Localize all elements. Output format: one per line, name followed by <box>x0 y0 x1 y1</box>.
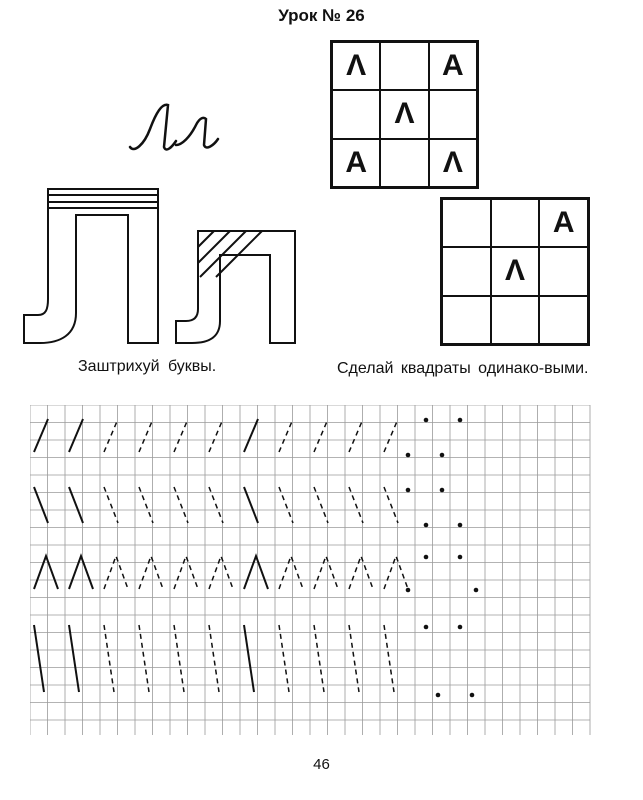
square-cell: Λ <box>491 247 540 295</box>
slash-stroke <box>244 419 258 452</box>
slash-stroke <box>384 419 398 452</box>
lesson-title: Урок № 26 <box>278 6 365 25</box>
guide-dot <box>424 625 429 630</box>
zigzag-stroke <box>279 556 303 589</box>
make-squares-same-caption: Сделай квадраты одинако-выми. <box>337 360 589 377</box>
outline-uppercase-l <box>24 189 158 343</box>
guide-dot <box>406 488 411 493</box>
long-slant-stroke <box>279 625 289 692</box>
square-cell <box>380 42 428 90</box>
slash-stroke <box>104 419 118 452</box>
square-cell <box>442 247 491 295</box>
square-cell <box>442 199 491 247</box>
guide-dot <box>458 418 463 423</box>
long-slant-stroke <box>174 625 184 692</box>
outline-block-letters <box>20 183 305 348</box>
slash-stroke <box>314 419 328 452</box>
square-cell <box>539 247 588 295</box>
square-cell <box>491 296 540 344</box>
slash-stroke <box>34 419 48 452</box>
handwriting-practice-grid <box>30 405 610 740</box>
guide-dot <box>424 418 429 423</box>
long-slant-stroke <box>69 625 79 692</box>
square-cell <box>380 139 428 187</box>
square-cell: A <box>429 42 477 90</box>
zigzag-stroke <box>349 556 373 589</box>
zigzag-stroke <box>314 556 338 589</box>
guide-dot <box>458 523 463 528</box>
page-number: 46 <box>313 756 330 773</box>
guide-dot <box>440 488 445 493</box>
zigzag-stroke <box>139 556 163 589</box>
square-cell: Λ <box>429 139 477 187</box>
zigzag-stroke <box>174 556 198 589</box>
slash-stroke <box>69 419 83 452</box>
long-slant-stroke <box>104 625 114 692</box>
zigzag-stroke <box>384 556 408 589</box>
guide-dot <box>458 555 463 560</box>
long-slant-stroke <box>209 625 219 692</box>
long-slant-stroke <box>384 625 394 692</box>
square-cell: Λ <box>380 90 428 138</box>
square-cell <box>429 90 477 138</box>
outline-lowercase-l <box>176 231 295 343</box>
guide-dot <box>406 588 411 593</box>
shade-letters-caption: Заштрихуй буквы. <box>78 358 217 375</box>
slash-stroke <box>139 419 153 452</box>
square-cell: Λ <box>332 42 380 90</box>
slash-stroke <box>349 419 363 452</box>
zigzag-stroke <box>104 556 128 589</box>
slash-stroke <box>209 419 223 452</box>
slash-stroke <box>279 419 293 452</box>
square-cell: A <box>539 199 588 247</box>
long-slant-stroke <box>349 625 359 692</box>
square-cell <box>491 199 540 247</box>
square-cell <box>539 296 588 344</box>
guide-dot <box>458 625 463 630</box>
long-slant-stroke <box>244 625 254 692</box>
long-slant-stroke <box>314 625 324 692</box>
square-to-complete <box>440 197 590 346</box>
zigzag-stroke <box>244 556 268 589</box>
guide-dot <box>440 453 445 458</box>
long-slant-stroke <box>139 625 149 692</box>
guide-dot <box>424 555 429 560</box>
guide-dot <box>470 693 475 698</box>
slash-stroke <box>174 419 188 452</box>
square-cell <box>442 296 491 344</box>
zigzag-stroke <box>209 556 233 589</box>
square-cell: A <box>332 139 380 187</box>
guide-dot <box>406 453 411 458</box>
cursive-letters-l <box>122 95 232 165</box>
reference-square <box>330 40 479 189</box>
long-slant-stroke <box>34 625 44 692</box>
guide-dot <box>424 523 429 528</box>
square-cell <box>332 90 380 138</box>
zigzag-stroke <box>34 556 58 589</box>
guide-dot <box>436 693 441 698</box>
zigzag-stroke <box>69 556 93 589</box>
guide-dot <box>474 588 479 593</box>
